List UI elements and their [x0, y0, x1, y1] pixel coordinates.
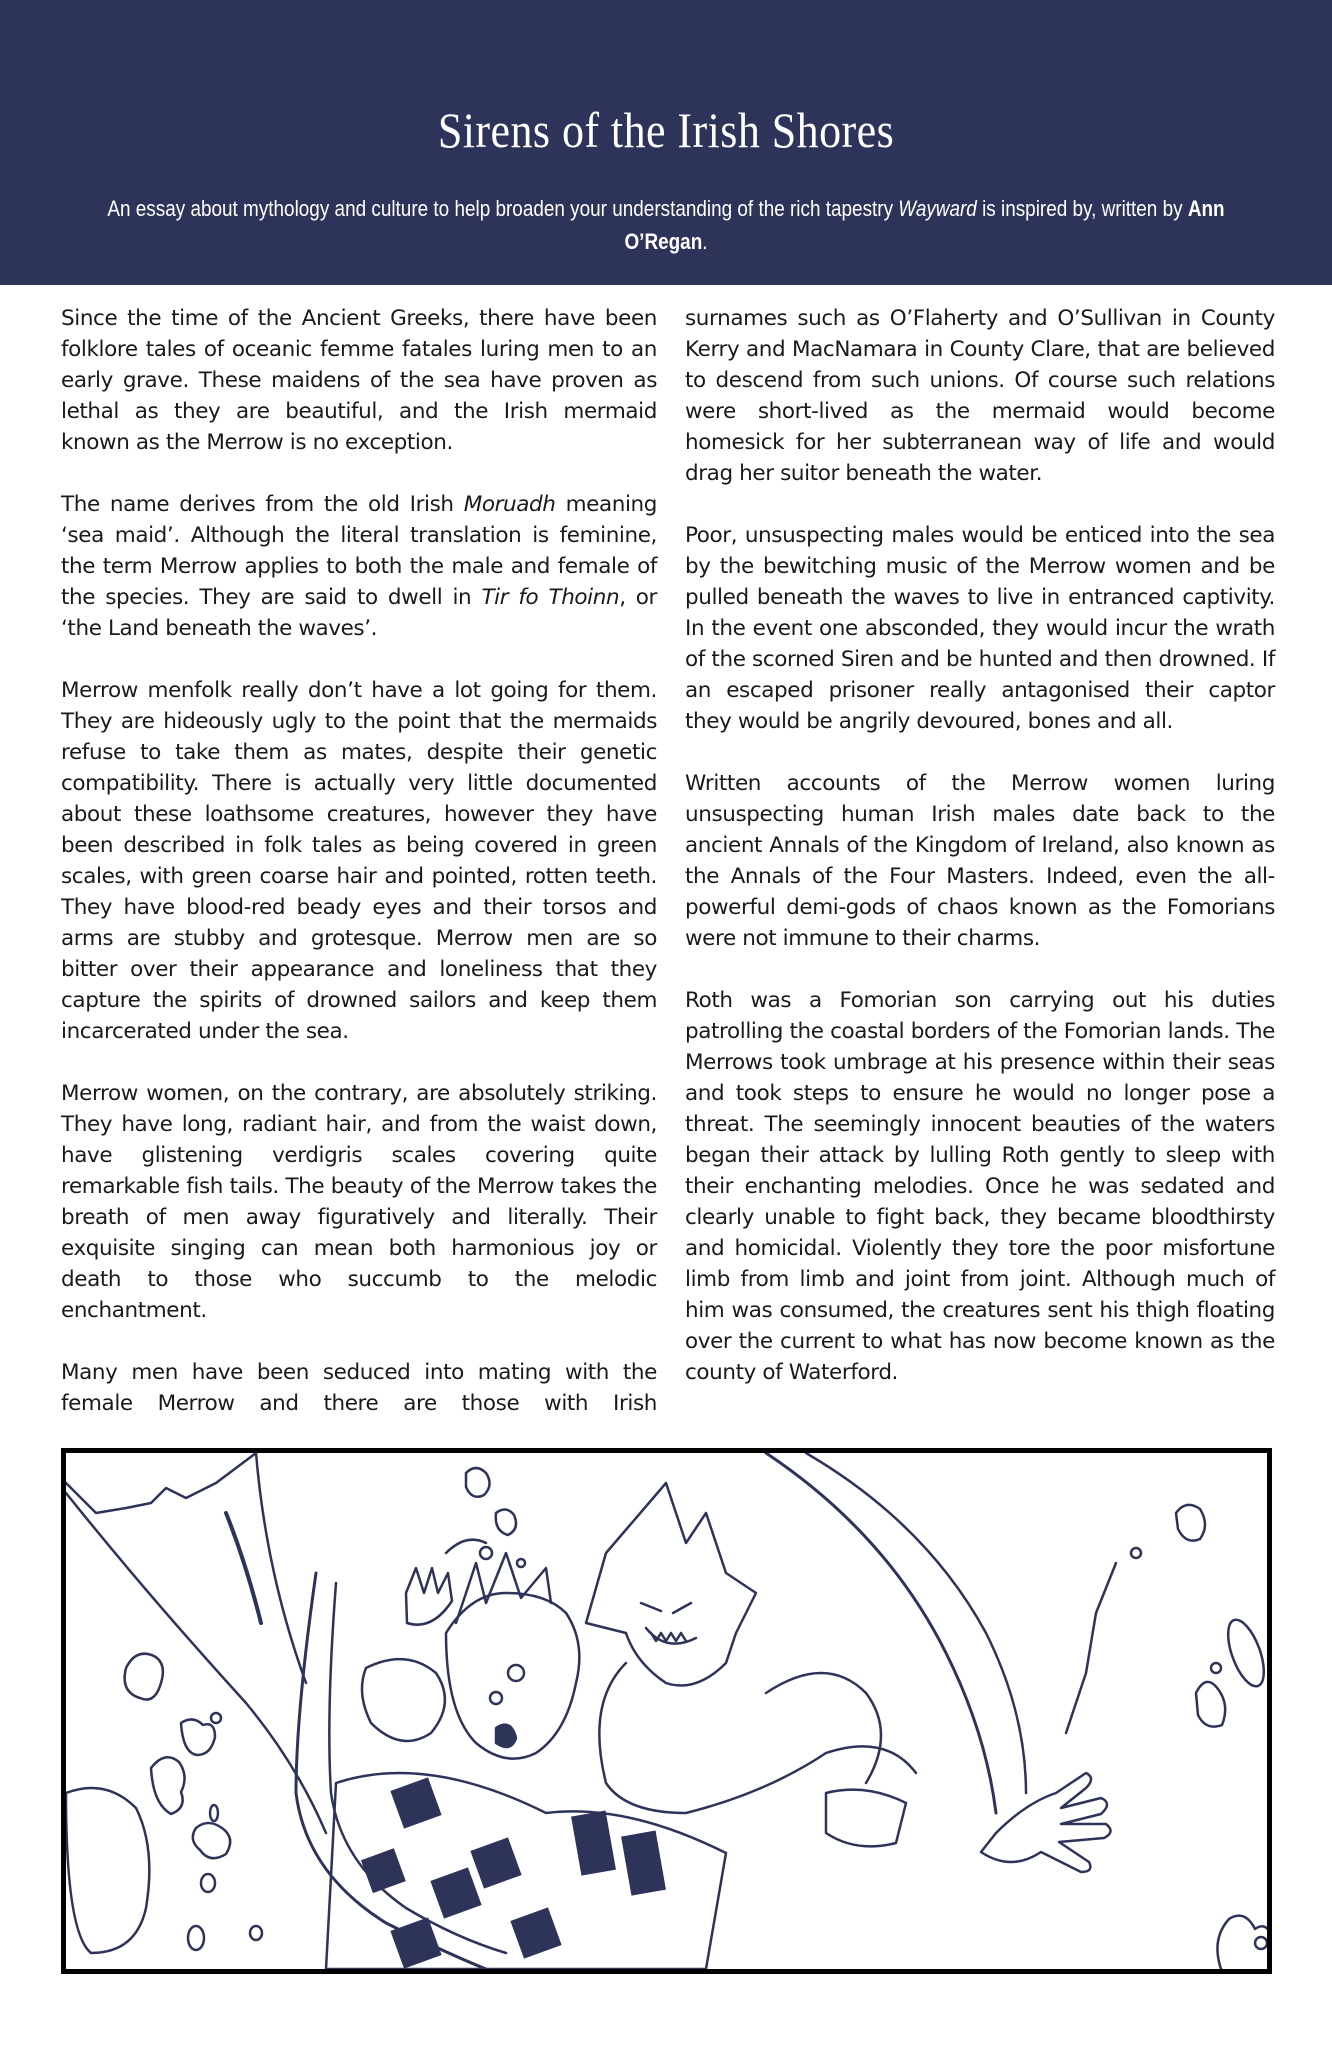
paragraph-text: meaning ‘sea maid’. Although the literal translation is feminine, the term Merrow applies to both the male and female of the species. They are said to dwell in	[61, 492, 657, 610]
paragraph: Many men have been seduced into mating with the female Merrow and there are those with Irish	[61, 1360, 657, 1416]
subtitle-text: is inspired by, written by	[976, 196, 1188, 221]
comic-illustration-panel	[61, 1448, 1272, 1974]
article-header	[0, 0, 1332, 285]
paragraph-italic: Tir fo Thoinn	[481, 585, 620, 610]
paragraph-text: The name derives from the old Irish	[61, 492, 464, 517]
right-column	[685, 303, 1275, 1419]
left-column	[61, 303, 657, 1419]
article-title: Sirens of the Irish Shores	[437, 102, 895, 158]
merrow-attack-illustration	[66, 1453, 1267, 1969]
paragraph: Written accounts of the Merrow women luring unsuspecting human Irish males date back to the ancient Annals of the Kingdom of Ireland, also known as the Annals of the Four Masters. Indeed, even the all-powerful demi-gods of chaos known as the Fomorians were not immune to their charms.	[685, 771, 1275, 951]
paragraph: Merrow women, on the contrary, are absolutely striking. They have long, radiant hair, and from the waist down, have glistening verdigris scales covering quite remarkable fish tails. The beauty of the Merrow takes the breath of men away figuratively and literally. Their exquisite singing can mean both harmonious joy or death to those who succumb to the melodic enchantment.	[61, 1081, 657, 1323]
paragraph	[61, 489, 657, 644]
subtitle-text: .	[702, 229, 708, 254]
paragraph: surnames such as O’Flaherty and O’Sullivan in County Kerry and MacNamara in County Clare, that are believed to descend from such unions. Of course such relations were short-lived as the mermaid would become homesick for her subterranean way of life and would drag her suitor beneath the water.	[685, 306, 1275, 486]
paragraph-italic: Moruadh	[463, 492, 556, 517]
paragraph: Since the time of the Ancient Greeks, there have been folklore tales of oceanic femme fatales luring men to an early grave. These maidens of the sea have proven as lethal as they are beautiful, and the Irish mermaid known as the Merrow is no exception.	[61, 306, 657, 455]
subtitle-author: Ann O’Regan	[624, 196, 1225, 254]
paragraph: Merrow menfolk really don’t have a lot going for them. They are hideously ugly to the point that the mermaids refuse to take them as mates, despite their genetic compatibility. There is actually very little documented about these loathsome creatures, however they have been described in folk tales as being covered in green scales, with green coarse hair and pointed, rotten teeth. They have blood-red beady eyes and their torsos and arms are stubby and grotesque. Merrow men are so bitter over their appearance and loneliness that they capture the spirits of drowned sailors and keep them incarcerated under the sea.	[61, 678, 657, 1044]
subtitle-book-title: Wayward	[898, 196, 977, 221]
paragraph-text: , or ‘the Land beneath the waves’.	[61, 585, 658, 641]
paragraph: Roth was a Fomorian son carrying out his duties patrolling the coastal borders of the Fomorian lands. The Merrows took umbrage at his presence within their seas and took steps to ensure he would no longer pose a threat. The seemingly innocent beauties of the waters began their attack by lulling Roth gently to sleep with their enchanting melodies. Once he was sedated and clearly unable to fight back, they became bloodthirsty and homicidal. Violently they tore the poor misfortune limb from limb and joint from joint. Although much of him was consumed, the creatures sent his thigh floating over the current to what has now become known as the county of Waterford.	[685, 988, 1275, 1385]
paragraph: Poor, unsuspecting males would be enticed into the sea by the bewitching music of the Merrow women and be pulled beneath the waves to live in entranced captivity. In the event one absconded, they would incur the wrath of the scorned Siren and be hunted and then drowned. If an escaped prisoner really antagonised their captor they would be angrily devoured, bones and all.	[685, 523, 1275, 734]
article-subtitle	[93, 192, 1239, 258]
subtitle-text: An essay about mythology and culture to help broaden your understanding of the rich tapestry	[107, 196, 899, 221]
